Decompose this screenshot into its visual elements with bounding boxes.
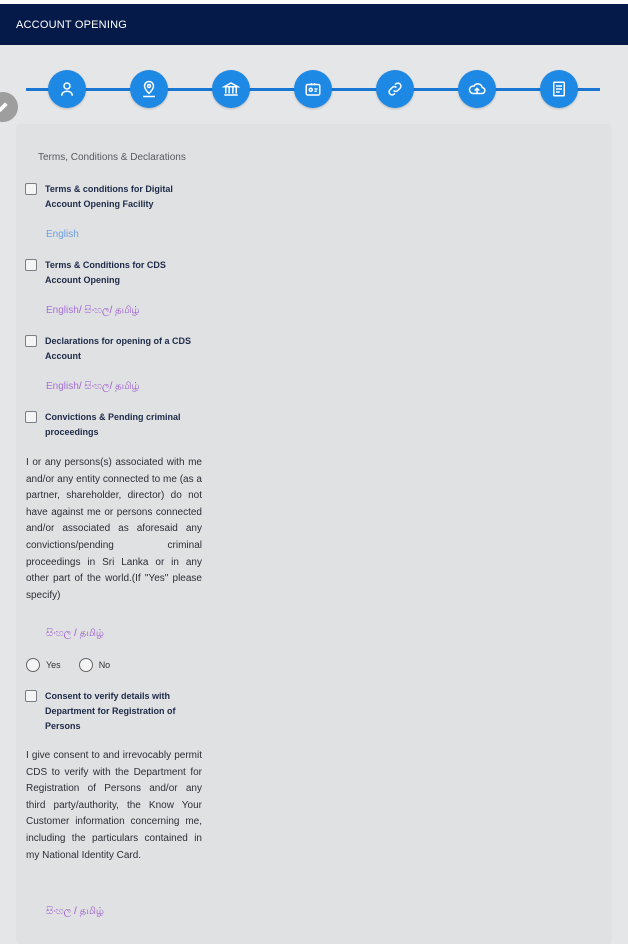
declarations-row	[25, 334, 195, 364]
digital-terms-links	[46, 229, 79, 240]
cds-terms-row	[25, 258, 195, 288]
cds-tamil-link[interactable]: தமிழ்	[115, 305, 140, 316]
digital-terms-label: Terms & conditions for Digital Account Opening Facility	[45, 184, 173, 209]
app-header	[0, 4, 628, 45]
declarations-checkbox[interactable]	[25, 335, 37, 347]
link-separator: /	[109, 305, 116, 316]
bank-icon	[222, 80, 240, 98]
convictions-label: Convictions & Pending criminal proceedings	[45, 412, 181, 437]
document-icon	[550, 80, 568, 98]
declarations-tamil-link[interactable]: தமிழ்	[115, 381, 140, 392]
declarations-label: Declarations for opening of a CDS Account	[45, 336, 192, 361]
no-label: No	[98, 660, 111, 670]
link-separator: /	[71, 628, 80, 639]
yes-radio[interactable]	[26, 658, 40, 672]
consent-tamil-link[interactable]: தமிழ்	[79, 906, 104, 917]
convictions-text: I or any persons(s) associated with me and/or any entity connected to me (as a partner, shareholder, director) do not have against me or persons connected and/or associated as aforesaid any convictions/pending criminal proceedings in Sri Lanka or in any other part of the world.(If "Yes" please specify)	[26, 457, 202, 601]
convictions-links	[46, 628, 104, 640]
step-upload[interactable]	[458, 70, 496, 108]
declarations-english-link[interactable]: English	[46, 381, 79, 392]
declarations-links	[46, 381, 140, 393]
pencil-icon	[0, 99, 11, 115]
digital-terms-checkbox[interactable]	[25, 183, 37, 195]
consent-links	[46, 906, 104, 918]
yes-label: Yes	[46, 660, 61, 670]
consent-checkbox[interactable]	[25, 690, 37, 702]
page-title: ACCOUNT OPENING	[16, 18, 127, 31]
consent-label: Consent to verify details with Department for Registration of Persons	[45, 691, 176, 731]
location-person-icon	[140, 80, 158, 98]
link-separator: /	[78, 305, 85, 316]
step-personal[interactable]	[48, 70, 86, 108]
convictions-row	[25, 410, 195, 440]
consent-row	[25, 689, 195, 734]
declarations-sinhala-link[interactable]: සිංහල	[84, 381, 110, 392]
id-card-icon	[304, 80, 322, 98]
no-radio[interactable]	[79, 658, 93, 672]
link-separator: /	[78, 381, 85, 392]
step-address[interactable]	[130, 70, 168, 108]
step-id[interactable]	[294, 70, 332, 108]
step-bank[interactable]	[212, 70, 250, 108]
convictions-checkbox[interactable]	[25, 411, 37, 423]
section-title: Terms, Conditions & Declarations	[38, 152, 186, 163]
cds-terms-label: Terms & Conditions for CDS Account Opening	[45, 260, 166, 285]
link-separator: /	[109, 381, 116, 392]
person-icon	[58, 80, 76, 98]
convictions-tamil-link[interactable]: தமிழ்	[79, 628, 104, 639]
cds-sinhala-link[interactable]: සිංහල	[84, 305, 110, 316]
link-separator: /	[71, 906, 80, 917]
link-icon	[386, 80, 404, 98]
cds-terms-checkbox[interactable]	[25, 259, 37, 271]
convictions-radio-group	[26, 658, 128, 672]
consent-sinhala-link[interactable]: සිංහල	[46, 906, 72, 917]
convictions-sinhala-link[interactable]: සිංහල	[46, 628, 72, 639]
progress-stepper	[0, 68, 628, 112]
cloud-upload-icon	[468, 80, 486, 98]
cds-english-link[interactable]: English	[46, 305, 79, 316]
consent-text: I give consent to and irrevocably permit CDS to verify with the Department for Registration of Persons and/or any third party/authority, the Know Your Customer information concerning me, including the particulars contained in my National Identity Card.	[26, 750, 202, 861]
digital-english-link[interactable]: English	[46, 229, 79, 240]
step-terms[interactable]	[540, 70, 578, 108]
digital-terms-row	[25, 182, 195, 212]
step-link[interactable]	[376, 70, 414, 108]
cds-terms-links	[46, 305, 140, 317]
